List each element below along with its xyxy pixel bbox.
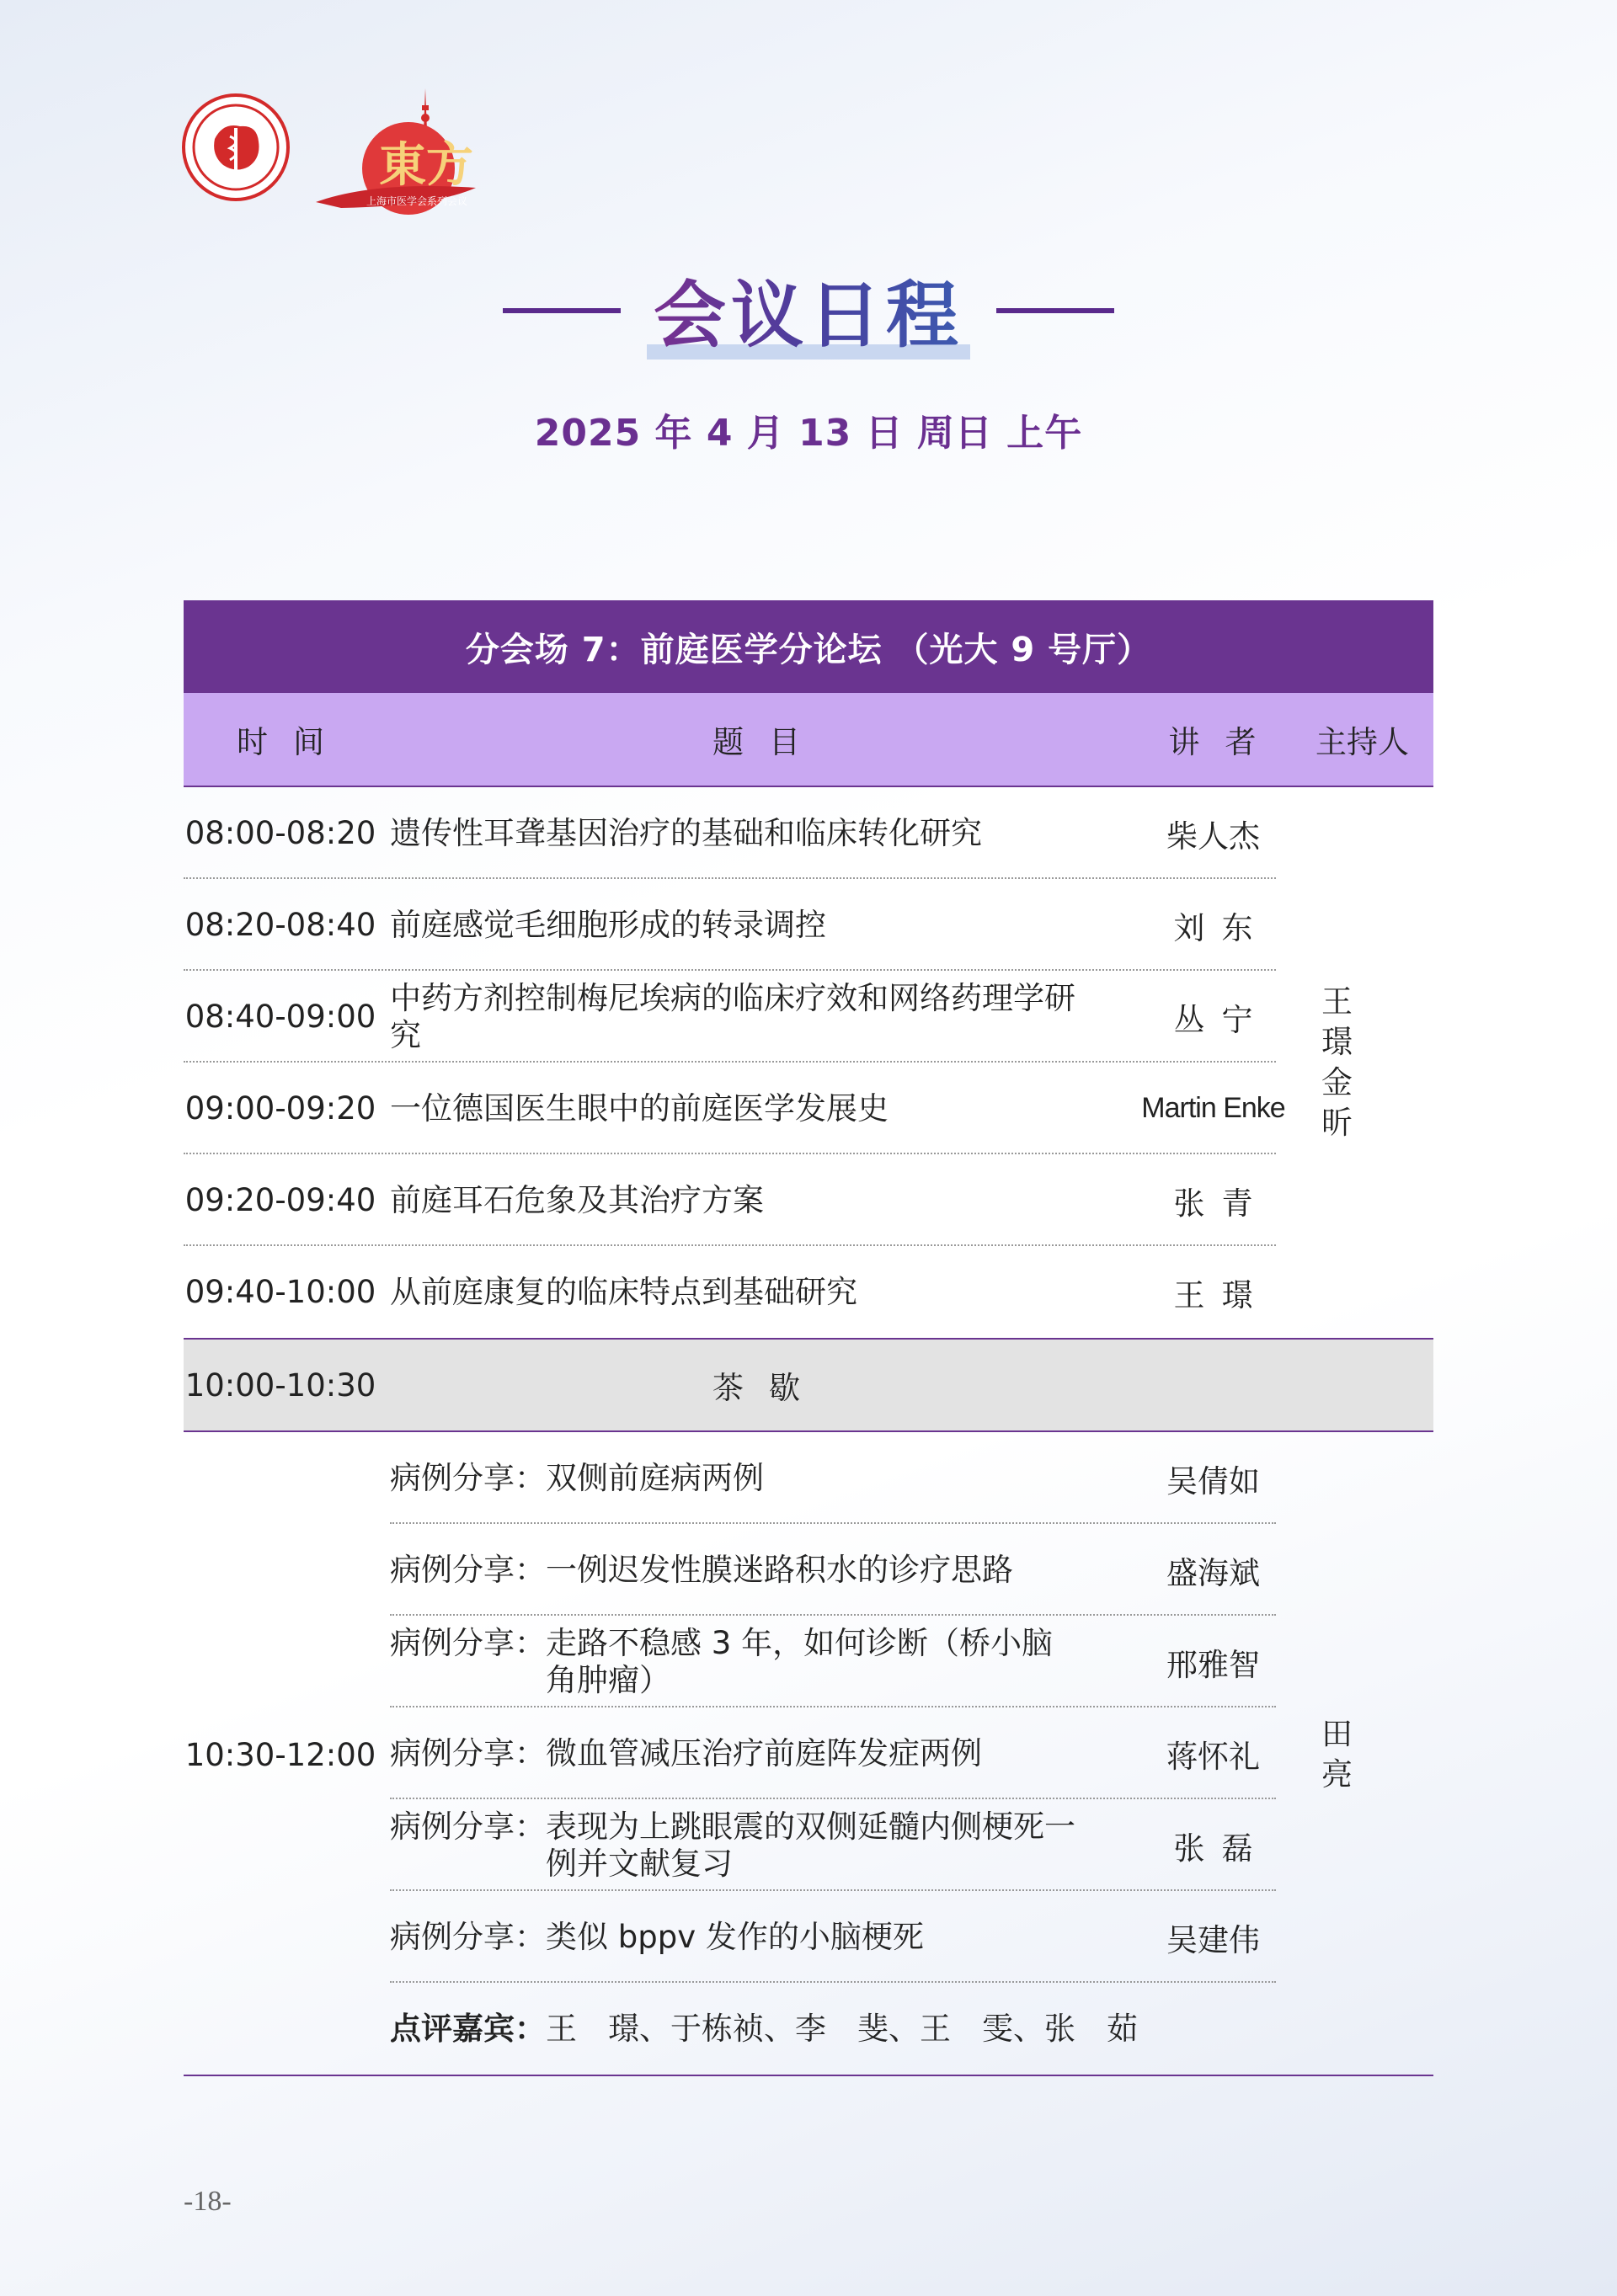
row-topic <box>377 1552 1135 1589</box>
host-name: 田亮 <box>1321 1716 1383 1793</box>
table-row <box>184 879 1433 971</box>
case-prefix: 病例分享： <box>390 1808 546 1845</box>
table-row <box>184 1154 1433 1246</box>
reviewers-row <box>184 1983 1433 2075</box>
table-row <box>184 1246 1433 1338</box>
page-title-row <box>0 257 1617 365</box>
case-title: 类似 bppv 发作的小脑梗死 <box>546 1918 924 1955</box>
case-prefix: 病例分享： <box>390 1459 546 1496</box>
break-label: 茶歇 <box>712 1370 825 1406</box>
header-topic: 题目 <box>712 724 825 760</box>
row-speaker: 邢雅智 <box>1166 1646 1260 1683</box>
row-speaker: 丛宁 <box>1173 1001 1270 1038</box>
row-topic <box>377 1809 1081 1883</box>
row-topic: 一位德国医生眼中的前庭医学发展史 <box>390 1089 889 1127</box>
row-time: 08:00-08:20 <box>184 815 376 851</box>
tea-break-row <box>184 1338 1433 1432</box>
row-speaker: 吴建伟 <box>1166 1921 1260 1958</box>
row-topic: 前庭感觉毛细胞形成的转录调控 <box>390 906 826 943</box>
svg-text:東方: 東方 <box>379 137 473 193</box>
row-speaker: 张磊 <box>1173 1830 1270 1867</box>
row-topic: 遗传性耳聋基因治疗的基础和临床转化研究 <box>390 814 982 851</box>
row-time: 08:20-08:40 <box>184 907 376 943</box>
row-topic: 从前庭康复的临床特点到基础研究 <box>390 1273 857 1310</box>
table-row <box>184 1524 1433 1616</box>
header-logos <box>181 93 484 210</box>
reviewers-label: 点评嘉宾： <box>390 2010 546 2047</box>
host-name: 王璟 <box>1321 983 1383 1060</box>
row-speaker: 吴倩如 <box>1166 1462 1260 1500</box>
case-title: 走路不稳感 3 年，如何诊断（桥小脑角肿瘤） <box>546 1624 1054 1698</box>
header-speaker: 讲者 <box>1168 724 1282 760</box>
case-prefix: 病例分享： <box>390 1624 546 1661</box>
row-time: 09:00-09:20 <box>184 1090 376 1127</box>
case-prefix: 病例分享： <box>390 1918 546 1955</box>
title-left-rule <box>503 308 621 313</box>
reviewer-names: 王 璟、于栋祯、李 斐、王 雯、张 茹 <box>546 2010 1138 2047</box>
case-prefix: 病例分享： <box>390 1734 546 1771</box>
page-title-text: 会议日程 <box>654 274 963 358</box>
header-time: 时间 <box>237 724 350 760</box>
row-time: 09:40-10:00 <box>184 1274 376 1310</box>
row-speaker: 盛海斌 <box>1166 1554 1260 1591</box>
title-right-rule <box>996 308 1114 313</box>
row-speaker: 王璟 <box>1173 1276 1270 1313</box>
row-speaker: 刘东 <box>1173 909 1270 946</box>
row-speaker: 蒋怀礼 <box>1166 1738 1260 1775</box>
row-time: 09:20-09:40 <box>184 1182 376 1218</box>
table-row <box>184 1799 1433 1891</box>
table-row <box>184 1891 1433 1983</box>
host-name: 金昕 <box>1321 1064 1383 1141</box>
schedule-table <box>184 600 1433 2076</box>
table-row <box>184 971 1433 1063</box>
table-row <box>184 787 1433 879</box>
case-title: 一例迟发性膜迷路积水的诊疗思路 <box>546 1551 1013 1588</box>
table-row <box>184 1616 1433 1707</box>
table-row <box>184 1432 1433 1524</box>
block2-host <box>1291 1432 1433 2077</box>
row-speaker: 柴人杰 <box>1166 818 1260 855</box>
case-sharing-block <box>184 1432 1433 2076</box>
case-title: 表现为上跳眼震的双侧延髓内侧梗死一例并文献复习 <box>546 1808 1075 1882</box>
row-topic <box>377 1625 1081 1699</box>
session-date: 2025 年 4 月 13 日 周日 上午 <box>534 412 1083 455</box>
header-host: 主持人 <box>1315 724 1409 760</box>
break-time: 10:00-10:30 <box>184 1366 376 1404</box>
table-row <box>184 1063 1433 1154</box>
page-number: -18- <box>184 2186 232 2217</box>
east-series-logo <box>307 80 493 223</box>
row-topic <box>377 1919 1135 1956</box>
row-topic <box>377 1460 1135 1497</box>
page-title <box>647 257 970 365</box>
morning-talks-block <box>184 787 1433 1338</box>
case-title: 双侧前庭病两例 <box>546 1459 764 1496</box>
row-speaker: Martin Enke <box>1141 1092 1285 1124</box>
svg-text:上海市医学会系列会议: 上海市医学会系列会议 <box>366 195 468 207</box>
shanghai-medical-association-logo <box>181 93 291 202</box>
row-speaker: 张青 <box>1173 1185 1270 1222</box>
row-topic <box>377 1735 1135 1772</box>
row-topic: 前庭耳石危象及其治疗方案 <box>390 1181 764 1218</box>
row-time: 08:40-09:00 <box>184 999 376 1035</box>
session-header: 分会场 7：前庭医学分论坛 （光大 9 号厅） <box>184 600 1433 693</box>
reviewers <box>377 2011 1232 2048</box>
row-topic: 中药方剂控制梅尼埃病的临床疗效和网络药理学研究 <box>390 979 1075 1053</box>
block1-hosts <box>1291 787 1433 1338</box>
block2-time: 10:30-12:00 <box>184 1736 376 1773</box>
case-title: 微血管减压治疗前庭阵发症两例 <box>546 1734 982 1771</box>
column-header-row <box>184 693 1433 787</box>
case-prefix: 病例分享： <box>390 1551 546 1588</box>
table-row <box>184 1707 1433 1799</box>
